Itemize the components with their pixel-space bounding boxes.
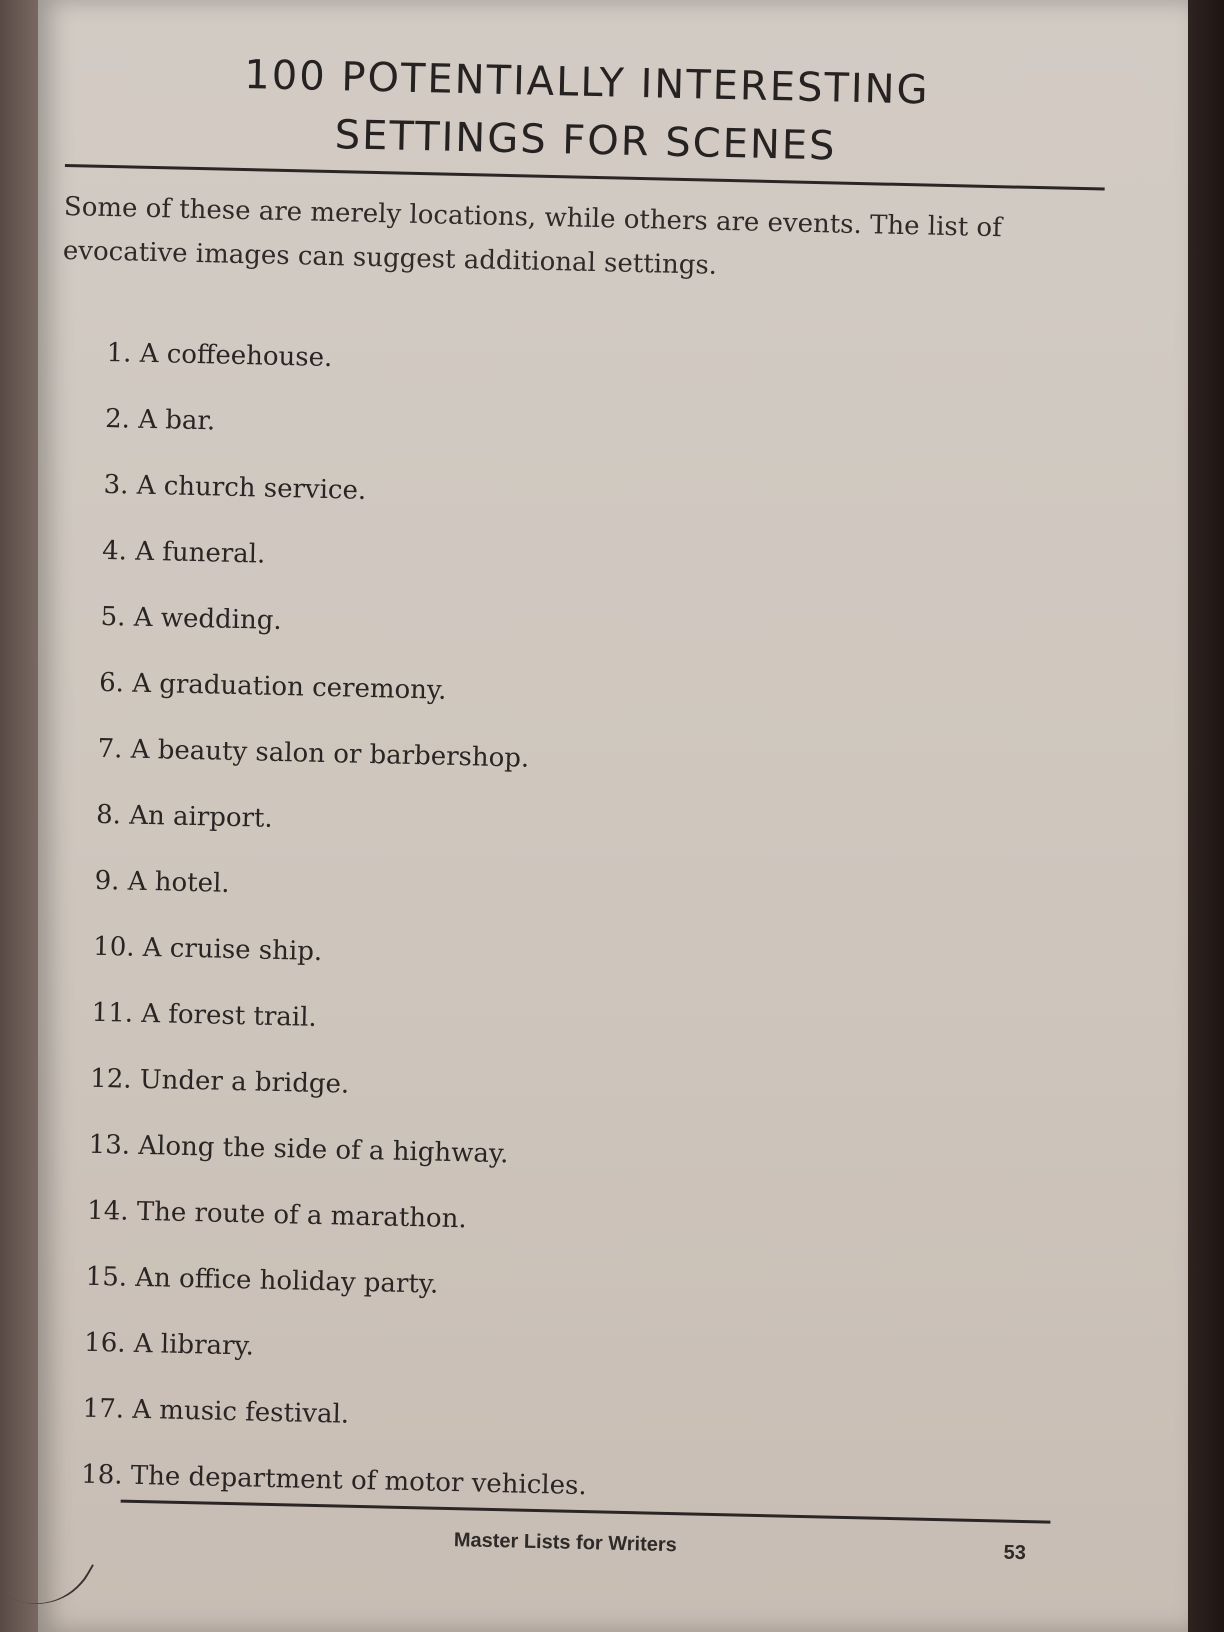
list-item: 10. A cruise ship. — [92, 931, 323, 967]
intro-paragraph: Some of these are merely locations, while others are events. The list of evocative images can suggest additional settings. — [62, 191, 1003, 281]
list-item: 14. The route of a marathon. — [86, 1195, 467, 1235]
list-item: 4. A funeral. — [101, 535, 266, 570]
list-item: 5. A wedding. — [100, 601, 283, 636]
list-item: 6. A graduation ceremony. — [98, 667, 447, 706]
title-line-1: 100 POTENTIALLY INTERESTING — [243, 52, 931, 114]
page-title — [65, 42, 1107, 182]
list-item: 3. A church service. — [103, 469, 367, 506]
title-line-2: SETTINGS FOR SCENES — [334, 112, 837, 170]
list-item: 11. A forest trail. — [91, 997, 318, 1033]
page-number: 53 — [1003, 1541, 1027, 1565]
list-item: 8. An airport. — [95, 799, 274, 834]
list-item: 2. A bar. — [104, 403, 216, 437]
page-content — [32, 30, 1107, 1623]
list-item: 7. A beauty salon or barbershop. — [97, 733, 530, 774]
list-item: 17. A music festival. — [82, 1393, 350, 1430]
list-item: 13. Along the side of a highway. — [88, 1129, 509, 1170]
settings-list — [80, 320, 1101, 1530]
book-title: Master Lists for Writers — [453, 1529, 678, 1557]
list-item: 15. An office holiday party. — [85, 1261, 439, 1300]
list-item: 9. A hotel. — [94, 865, 230, 899]
list-item: 1. A coffeehouse. — [106, 337, 333, 374]
list-item: 18. The department of motor vehicles. — [80, 1459, 588, 1502]
list-item: 16. A library. — [83, 1327, 255, 1362]
book-page — [38, 0, 1188, 1632]
list-item: 12. Under a bridge. — [89, 1063, 350, 1100]
adjacent-page-edge — [0, 0, 40, 1632]
